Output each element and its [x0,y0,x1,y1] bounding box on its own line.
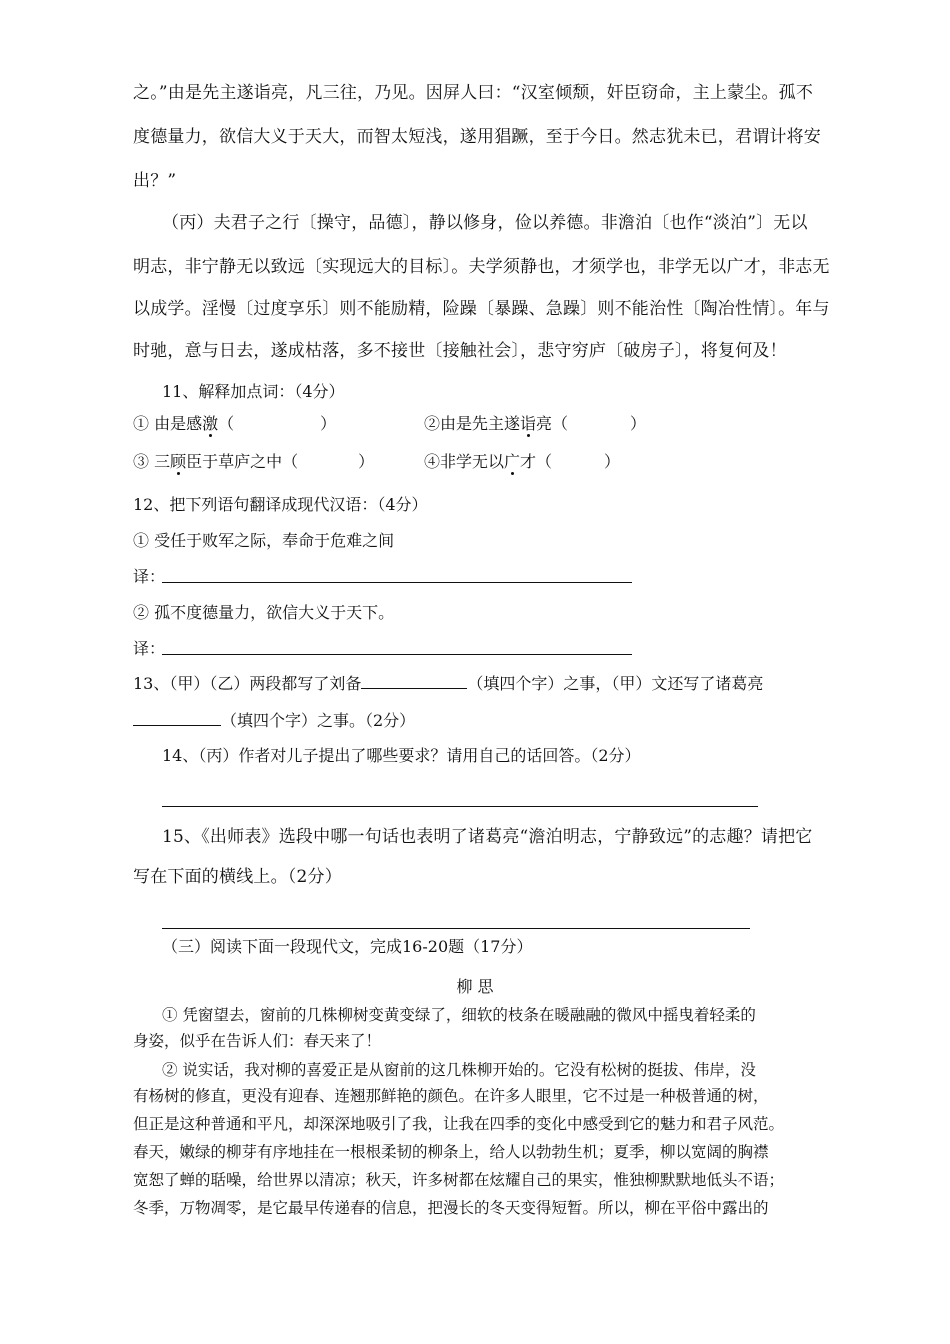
q11-item-1: ① 由是感激（ ） [133,414,337,433]
q12-sentence-1: ① 受任于败军之际，奉命于危难之间 [133,531,395,550]
q12-answer-line-2[interactable] [162,654,632,655]
dotted-char: 顾 [170,452,187,471]
q14-answer-line[interactable] [162,806,758,807]
dotted-char: 诣 [520,414,537,433]
q13-line-2: （填四个字）之事。（2分） [133,710,415,732]
essay-p2-line-2: 有杨树的修直，更没有迎春、连翘那鲜艳的颜色。在许多人眼里，它不过是一种极普通的树， [133,1087,769,1105]
passage-b-line-2: 度德量力，欲信大义于天大，而智太短浅，遂用猖蹶，至于今日。然志犹未已，君谓计将安 [133,127,821,147]
essay-p2-line-3: 但正是这种普通和平凡，却深深地吸引了我，让我在四季的变化中感受到它的魅力和君子风范。 [133,1115,785,1133]
q12-sentence-2: ② 孤不度德量力，欲信大义于天下。 [133,603,395,622]
section-3-heading: （三）阅读下面一段现代文，完成16-20题（17分） [162,937,533,956]
essay-title: 柳 思 [456,977,494,996]
q11-stem: 11、解释加点词：（4分） [162,382,345,401]
passage-b-line-1: 之。”由是先主遂诣亮，凡三往，乃见。因屏人曰：“汉室倾颓，奸臣窃命，主上蒙尘。孤不 [133,83,814,103]
q15-line-2: 写在下面的横线上。（2分） [133,867,342,887]
essay-p1-line-1: ① 凭窗望去，窗前的几株柳树变黄变绿了，细软的枝条在暖融融的微风中摇曳着轻柔的 [162,1006,756,1024]
q14-text: 14、（丙）作者对儿子提出了哪些要求？请用自己的话回答。（2分） [162,746,641,765]
dotted-char: 激 [202,414,219,433]
q11-item-2: ②由是先主遂诣亮（ ） [424,414,647,433]
passage-c-line-1: （丙）夫君子之行〔操守，品德〕，静以修身，俭以养德。非澹泊〔也作“淡泊”〕无以 [162,213,808,233]
dotted-char: 广 [504,452,521,471]
passage-c-line-2: 明志，非宁静无以致远〔实现远大的目标〕。夫学须静也，才须学也，非学无以广才，非志无 [133,257,830,277]
q12-stem: 12、把下列语句翻译成现代汉语：（4分） [133,495,428,514]
q11-item-4: ④非学无以广才（ ） [424,452,621,471]
passage-b-line-3: 出？” [133,171,177,191]
q11-item-3: ③ 三顾臣于草庐之中（ ） [133,452,375,471]
essay-p1-line-2: 身姿，似乎在告诉人们：春天来了！ [133,1032,382,1050]
q15-line-1: 15、《出师表》选段中哪一句话也表明了诸葛亮“澹泊明志，宁静致远”的志趣？请把它 [162,827,813,847]
passage-c-line-3: 以成学。淫慢〔过度享乐〕则不能励精，险躁〔暴躁、急躁〕则不能治性〔陶冶性情〕。年与 [133,299,830,319]
q13-blank-2[interactable] [133,711,221,726]
essay-p2-line-4: 春天，嫩绿的柳芽有序地挂在一根根柔韧的柳条上，给人以勃勃生机；夏季，柳以宽阔的胸襟 [133,1143,769,1161]
q12-translate-label-1: 译： [133,567,166,586]
q12-answer-line-1[interactable] [162,582,632,583]
essay-p2-line-6: 冬季，万物凋零，是它最早传递春的信息，把漫长的冬天变得短暂。所以，柳在平俗中露出的 [133,1199,769,1217]
q13-blank-1[interactable] [361,674,467,689]
essay-p2-line-1: ② 说实话，我对柳的喜爱正是从窗前的这几株柳开始的。它没有松树的挺拔、伟岸，没 [162,1061,756,1079]
q15-answer-line[interactable] [162,928,750,929]
passage-c-line-4: 时驰，意与日去，遂成枯落，多不接世〔接触社会〕，悲守穷庐〔破房子〕，将复何及！ [133,341,787,361]
q12-translate-label-2: 译： [133,639,166,658]
q13-line-1: 13、（甲）（乙）两段都写了刘备 （填四个字）之事，（甲）文还写了诸葛亮 [133,674,764,693]
essay-p2-line-5: 宽恕了蝉的聒噪，给世界以清凉；秋天，许多树都在炫耀自己的果实，惟独柳默默地低头不语； [133,1171,785,1189]
